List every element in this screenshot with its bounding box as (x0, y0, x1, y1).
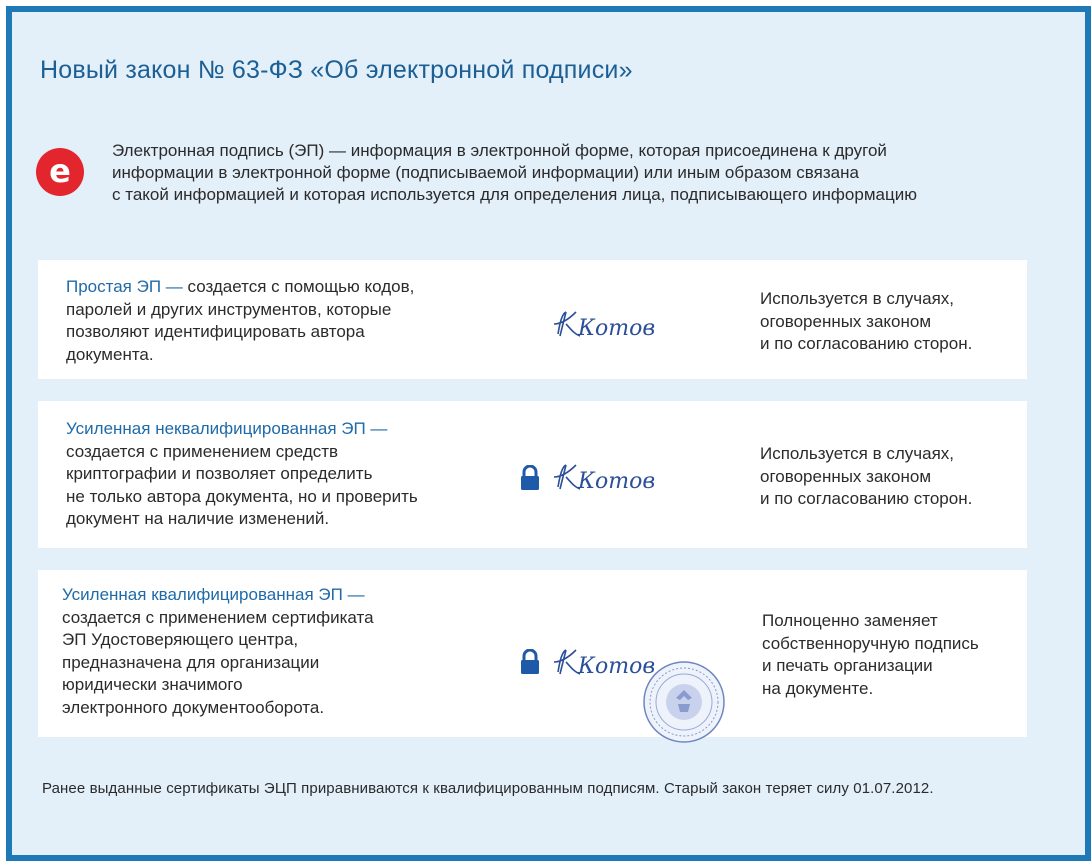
card-usage-line: и по согласованию сторон. (760, 334, 973, 353)
card-description-line (62, 584, 374, 607)
card-description-line: документ на наличие изменений. (66, 509, 330, 528)
intro-definition (112, 140, 1042, 206)
card-description-line (66, 276, 414, 299)
card-description-line (66, 418, 418, 441)
lock-icon (519, 465, 541, 491)
card-description-text: создается с помощью кодов, (182, 277, 415, 296)
card-usage-line: и печать организации (762, 656, 933, 675)
intro-line: информации в электронной форме (подписываемой информации) или иным образом связана (112, 163, 859, 182)
handwritten-signature (548, 457, 668, 499)
page-title: Новый закон № 63-ФЗ «Об электронной подписи» (40, 56, 633, 84)
card-description (66, 418, 418, 531)
card-usage-line: на документе. (762, 678, 874, 698)
card-description-line: криптографии и позволяет определить (66, 464, 373, 483)
card-description (66, 276, 414, 366)
lock-icon (519, 649, 541, 675)
card-usage-line: и по согласованию сторон. (760, 489, 973, 508)
card-description-line: паролей и других инструментов, которые (66, 299, 392, 319)
intro-line: с такой информацией и которая используется для определения лица, подписывающего информацию (112, 185, 917, 204)
signature-type-heading: Простая ЭП — (66, 277, 183, 296)
card-description (62, 584, 374, 719)
signature-text: Котов (578, 654, 656, 679)
card-usage-line: собственноручную подпись (762, 633, 979, 653)
card-usage-line: оговоренных законом (760, 466, 932, 486)
card-simple-signature (38, 260, 1027, 379)
card-description-line: не только автора документа, но и проверить (66, 486, 418, 506)
signature-text: Котов (578, 469, 656, 494)
card-description-line: создается с применением сертификата (62, 607, 374, 627)
card-usage-line: оговоренных законом (760, 311, 932, 331)
card-description-line: юридически значимого (62, 675, 243, 694)
card-description-line: документа. (66, 344, 154, 364)
card-enhanced-unqualified-signature (38, 401, 1027, 548)
card-description-line: предназначена для организации (62, 652, 320, 672)
footer-note: Ранее выданные сертификаты ЭЦП приравниваются к квалифицированным подписям. Старый закон теряет силу 01.07.2012. (42, 780, 934, 797)
card-description-line: создается с применением средств (66, 441, 339, 461)
intro-line: Электронная подпись (ЭП) — информация в электронной форме, которая присоединена к другой (112, 141, 887, 160)
card-enhanced-qualified-signature (38, 570, 1027, 737)
card-description-line: электронного документооборота. (62, 697, 325, 717)
e-logo-letter: е (49, 152, 71, 190)
signature-text: Котов (578, 316, 656, 341)
e-logo-icon (35, 147, 85, 197)
card-usage-line: Используется в случаях, (760, 444, 955, 463)
handwritten-signature (548, 304, 668, 346)
signature-type-heading: Усиленная неквалифицированная ЭП — (66, 419, 388, 438)
card-usage (760, 443, 972, 511)
handwritten-signature (548, 642, 668, 684)
card-usage (762, 610, 979, 700)
card-description-line: ЭП Удостоверяющего центра, (62, 630, 299, 649)
card-description-line: позволяют идентифицировать автора (66, 322, 365, 341)
card-usage-line: Полноценно заменяет (762, 611, 938, 630)
card-usage (760, 288, 972, 356)
card-usage-line: Используется в случаях, (760, 289, 955, 308)
signature-type-heading: Усиленная квалифицированная ЭП — (62, 585, 365, 604)
